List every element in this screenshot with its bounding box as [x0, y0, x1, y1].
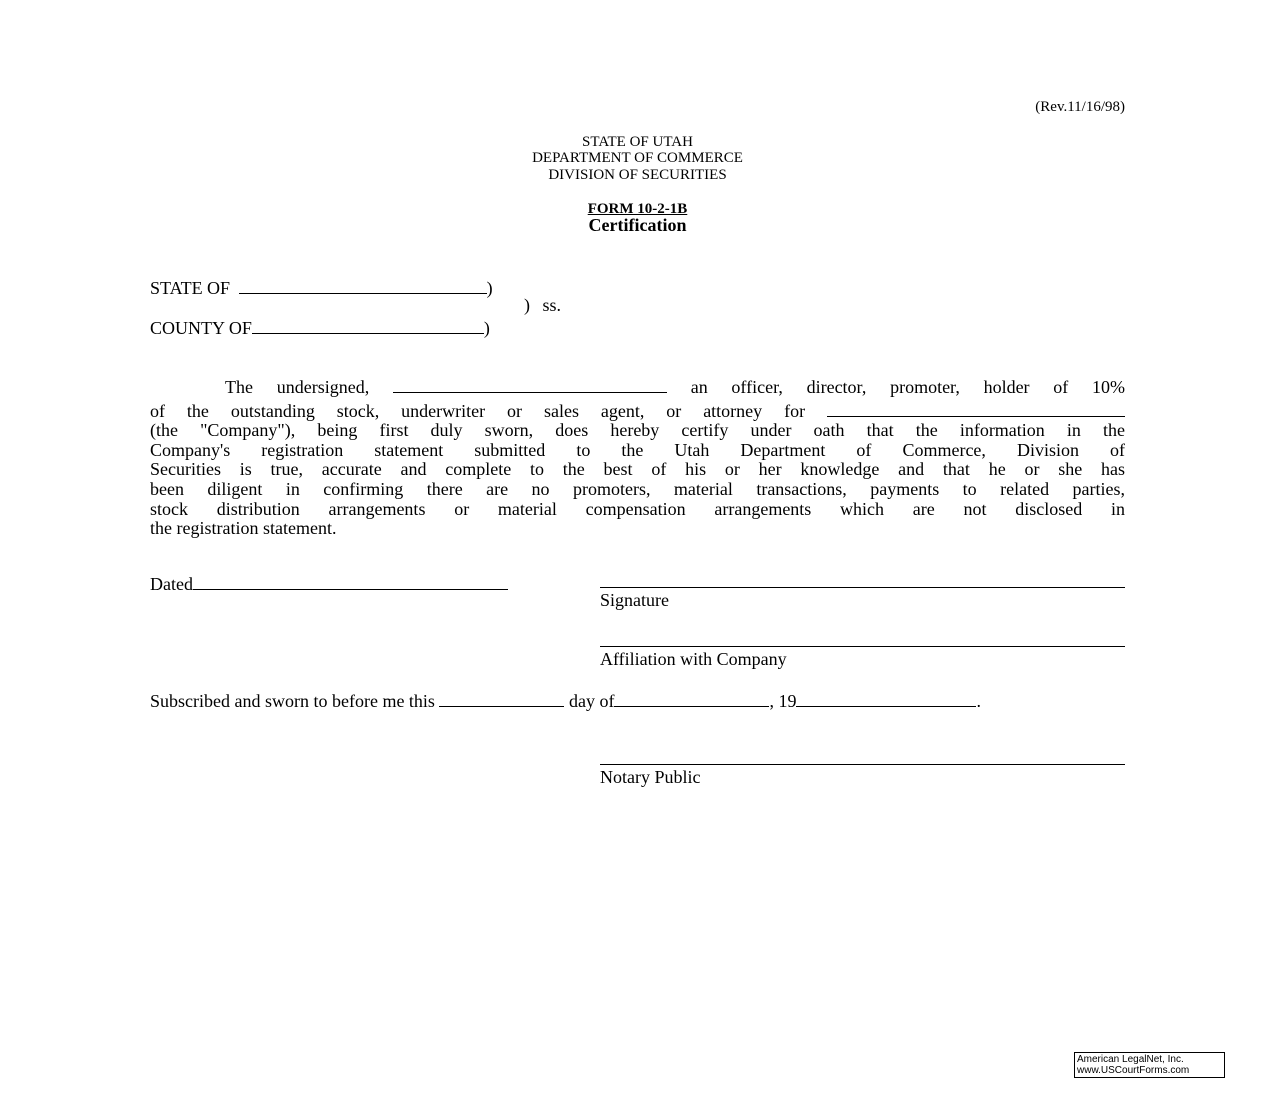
venue-state-row	[150, 275, 493, 299]
paren-close: )	[486, 278, 493, 298]
paragraph-line-4: Company's registration statement submitted to the Utah Department of Commerce, Division of	[150, 439, 1125, 460]
notary-line[interactable]	[600, 764, 1125, 765]
paragraph-line-3: (the "Company"), being first duly sworn, does hereby certify under oath that the information in the	[150, 420, 1125, 441]
paragraph-line-5: Securities is true, accurate and complete to the best of his or her knowledge and that he or she has	[150, 459, 1125, 480]
county-of-label: COUNTY OF	[150, 318, 252, 338]
dated-label: Dated	[150, 574, 193, 594]
form-number: FORM 10-2-1B	[587, 201, 688, 217]
venue-county-row	[150, 315, 490, 339]
signature-line[interactable]	[600, 587, 1125, 588]
ss-label: ss.	[542, 295, 562, 315]
paragraph-line-7: stock distribution arrangements or material compensation arrangements which are not disclosed in	[150, 498, 1125, 519]
jurat-year-blank[interactable]	[796, 688, 976, 707]
state-of-label: STATE OF	[150, 278, 231, 298]
paragraph-line-8: the registration statement.	[150, 518, 337, 539]
form-title: Certification	[588, 215, 687, 235]
certification-paragraph	[150, 374, 1125, 539]
venue-ss-row	[524, 295, 561, 316]
state-blank[interactable]	[239, 275, 487, 294]
paren-close: )	[483, 318, 490, 338]
undersigned-name-blank[interactable]	[393, 374, 667, 393]
paragraph-line-6: been diligent in confirming there are no promoters, material transactions, payments to related parties,	[150, 478, 1125, 499]
dated-blank[interactable]	[193, 571, 508, 590]
footer-publisher-box	[1074, 1052, 1225, 1078]
revision-date: (Rev.11/16/98)	[1035, 99, 1125, 115]
footer-website: www.USCourtForms.com	[1077, 1065, 1190, 1076]
notary-public-label: Notary Public	[600, 767, 701, 787]
paren-close: )	[524, 295, 530, 315]
county-blank[interactable]	[252, 315, 484, 334]
paragraph-line-1: The undersigned, an officer, director, promoter, holder of 10%	[150, 374, 1125, 398]
affiliation-line[interactable]	[600, 646, 1125, 647]
paragraph-line-2: of the outstanding stock, underwriter or sales agent, or attorney for	[150, 398, 1125, 422]
dated-row	[150, 571, 508, 595]
affiliation-label: Affiliation with Company	[600, 649, 787, 669]
jurat-day-blank[interactable]	[439, 688, 564, 707]
jurat-row: Subscribed and sworn to before me this day of , 19 .	[150, 688, 981, 712]
signature-label: Signature	[600, 590, 669, 610]
jurat-month-blank[interactable]	[614, 688, 769, 707]
header-department: DEPARTMENT OF COMMERCE	[532, 150, 743, 166]
company-name-blank[interactable]	[827, 398, 1125, 417]
footer-publisher: American LegalNet, Inc.	[1077, 1054, 1184, 1065]
header-division: DIVISION OF SECURITIES	[548, 167, 727, 183]
header-state: STATE OF UTAH	[582, 134, 693, 150]
